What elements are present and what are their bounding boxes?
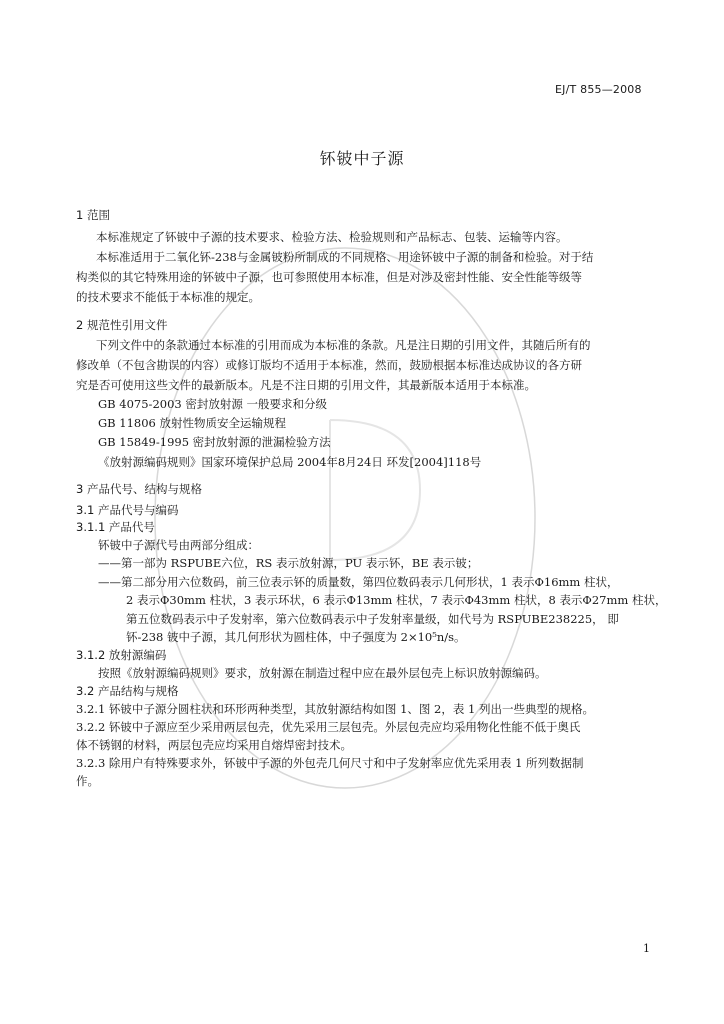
paragraph-line: 作。 xyxy=(76,774,99,788)
document-code: EJ/T 855—2008 xyxy=(555,83,642,96)
paragraph-line: 下列文件中的条款通过本标准的引用而成为本标准的条款。凡是注日期的引用文件，其随后所有的 xyxy=(96,338,591,352)
page-title: 钚铍中子源 xyxy=(319,149,405,168)
paragraph-line: 究是否可使用这些文件的最新版本。凡是不注日期的引用文件，其最新版本适用于本标准。 xyxy=(76,378,536,392)
paragraph-line: 修改单（不包含勘误的内容）或修订版均不适用于本标准，然而，鼓励根据本标准达成协议的各方研 xyxy=(76,358,582,372)
reference-item: GB 11806 放射性物质安全运输规程 xyxy=(98,416,287,430)
subsection-heading: 3.2 产品结构与规格 xyxy=(76,684,179,698)
subsection-heading: 3.1.2 放射源编码 xyxy=(76,648,167,662)
list-item-continuation: 钚-238 铍中子源，其几何形状为圆柱体，中子强度为 2×10⁵n/s。 xyxy=(126,630,466,644)
paragraph-line: 体不锈钢的材料，两层包壳应均采用自熔焊密封技术。 xyxy=(76,738,352,752)
section-heading: 1 范围 xyxy=(76,208,110,222)
reference-item: GB 15849-1995 密封放射源的泄漏检验方法 xyxy=(98,435,331,449)
paragraph-line: 构类似的其它特殊用途的钚铍中子源，也可参照使用本标准，但是对涉及密封性能、安全性能等级等 xyxy=(76,270,582,284)
subsection-heading: 3.1 产品代号与编码 xyxy=(76,503,179,517)
list-item-continuation: 第五位数码表示中子发射率，第六位数码表示中子发射率量级，如代号为 RSPUBE238225， 即 xyxy=(126,612,619,626)
page-number: 1 xyxy=(643,942,650,955)
paragraph-line: 3.2.2 钚铍中子源应至少采用两层包壳，优先采用三层包壳。外层包壳应均采用物化性能不低于奥氏 xyxy=(76,720,581,734)
paragraph-line: 本标准适用于二氧化钚-238与金属铍粉所制成的不同规格、用途钚铍中子源的制备和检验。对于结 xyxy=(96,250,594,264)
section-heading: 3 产品代号、结构与规格 xyxy=(76,482,202,496)
paragraph-line: 的技术要求不能低于本标准的规定。 xyxy=(76,290,260,304)
subsection-heading: 3.1.1 产品代号 xyxy=(76,520,155,534)
paragraph-line: 3.2.1 钚铍中子源分圆柱状和环形两种类型，其放射源结构如图 1、图 2，表 1 列出一些典型的规格。 xyxy=(76,702,594,716)
list-item: ——第一部为 RSPUBE六位，RS 表示放射源，PU 表示钚，BE 表示铍； xyxy=(98,556,479,570)
paragraph-line: 3.2.3 除用户有特殊要求外，钚铍中子源的外包壳几何尺寸和中子发射率应优先采用表 1 所列数据制 xyxy=(76,756,584,770)
reference-item: GB 4075-2003 密封放射源 一般要求和分级 xyxy=(98,397,328,411)
paragraph-line: 钚铍中子源代号由两部分组成： xyxy=(98,538,259,552)
list-item: ——第二部分用六位数码，前三位表示钚的质量数，第四位数码表示几何形状，1 表示Φ16mm 柱状， xyxy=(98,575,619,589)
paragraph-line: 本标准规定了钚铍中子源的技术要求、检验方法、检验规则和产品标志、包装、运输等内容。 xyxy=(96,230,568,244)
list-item-continuation: 2 表示Φ30mm 柱状，3 表示环状，6 表示Φ13mm 柱状，7 表示Φ43mm 柱状，8 表示Φ27mm 柱状， xyxy=(126,593,667,607)
reference-item: 《放射源编码规则》国家环境保护总局 2004年8月24日 环发[2004]118号 xyxy=(98,455,482,469)
paragraph-line: 按照《放射源编码规则》要求，放射源在制造过程中应在最外层包壳上标识放射源编码。 xyxy=(98,666,547,680)
section-heading: 2 规范性引用文件 xyxy=(76,318,168,332)
